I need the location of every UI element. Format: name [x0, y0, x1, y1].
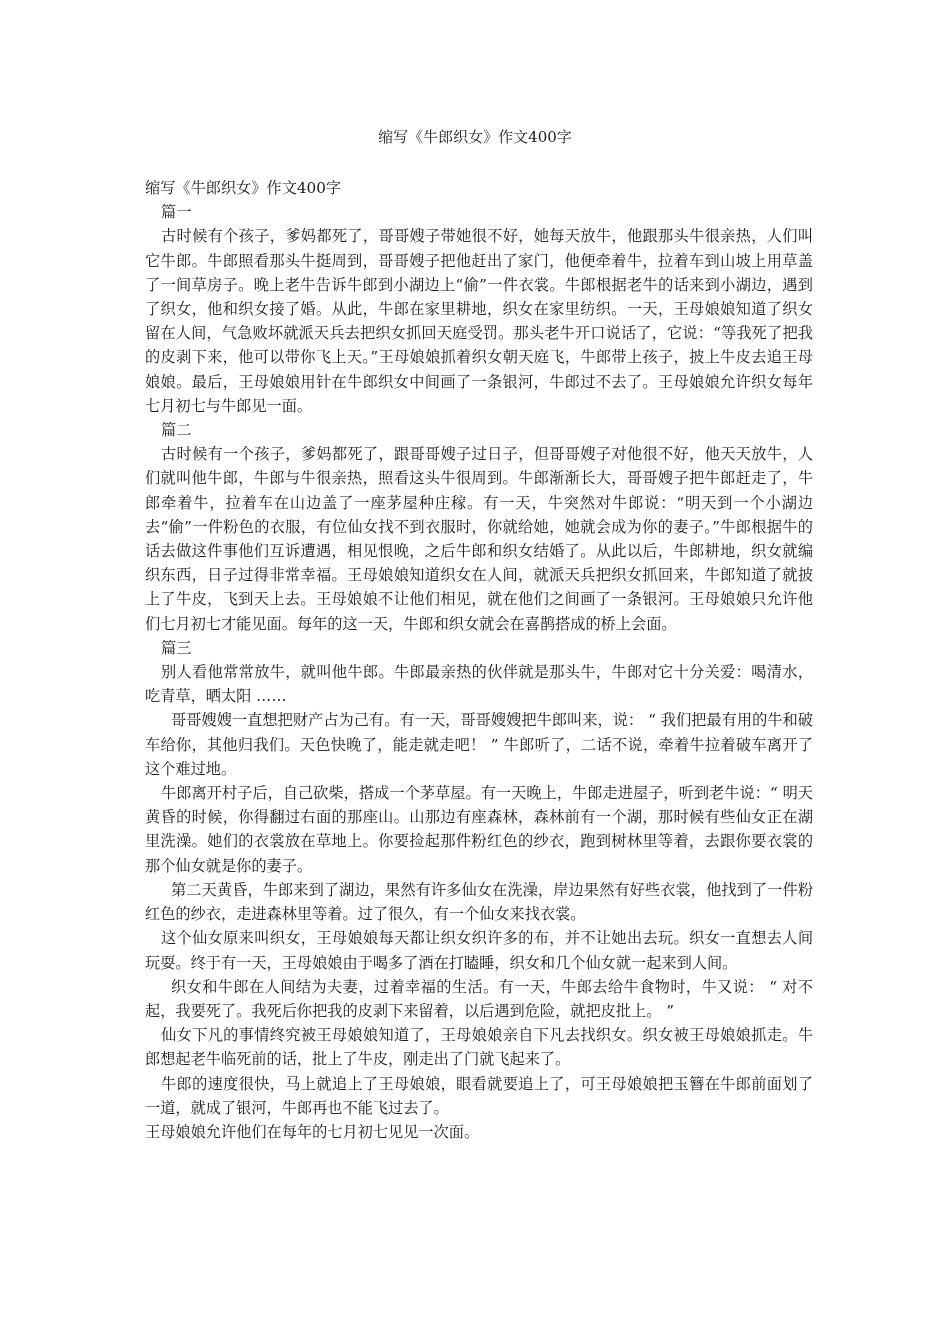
section-3-paragraph-2: 哥哥嫂嫂一直想把财产占为己有。有一天，哥哥嫂嫂把牛郎叫来，说： “ 我们把最有用的牛和破车给你，其他归我们。天色快晚了，能走就走吧！ ” 牛郎听了，二话不说，牵着牛拉着破车离开了这个难过地。	[145, 711, 813, 778]
document-title: 缩写《牛郎织女》作文400字	[378, 128, 572, 146]
section-3-paragraph-9: 王母娘娘允许他们在每年的七月初七见见一次面。	[145, 1122, 480, 1141]
section-label-3: 篇三	[161, 638, 192, 657]
article-heading: 缩写《牛郎织女》作文400字	[145, 179, 342, 197]
section-3-paragraph-7: 仙女下凡的事情终究被王母娘娘知道了，王母娘娘亲自下凡去找织女。织女被王母娘娘抓走。牛郎想起老牛临死前的话，批上了牛皮，刚走出了门就飞起来了。	[145, 1026, 813, 1069]
section-label-1: 篇一	[161, 203, 192, 222]
section-3-paragraph-4: 第二天黄昏，牛郎来到了湖边，果然有许多仙女在洗澡，岸边果然有好些衣裳，他找到了一件粉红色的纱衣，走进森林里等着。过了很久，有一个仙女来找衣裳。	[145, 880, 813, 924]
document-body	[145, 176, 813, 1144]
section-3-paragraph-5: 这个仙女原来叫织女，王母娘娘每天都让织女织许多的布，并不让她出去玩。织女一直想去人间玩耍。终于有一天，王母娘娘由于喝多了酒在打瞌睡，织女和几个仙女就一起来到人间。	[145, 929, 813, 972]
section-3-paragraph-3: 牛郎离开村子后，自己砍柴，搭成一个茅草屋。有一天晚上，牛郎走进屋子，听到老牛说：“ 明天黄昏的时候，你得翻过右面的那座山。山那边有座森林，森林前有一个湖，那时候有些仙女正在湖里洗澡。她们的衣裳放在草地上。你要捡起那件粉红色的纱衣，跑到树林里等着，去跟你要衣裳的那个仙女就是你的妻子。	[145, 784, 813, 875]
section-2-paragraph: 古时候有一个孩子，爹妈都死了，跟哥哥嫂子过日子，但哥哥嫂子对他很不好，他天天放牛，人们就叫他牛郎，牛郎与牛很亲热，照看这头牛很周到。牛郎渐渐长大，哥哥嫂子把牛郎赶走了，牛郎牵着牛，拉着车在山边盖了一座茅屋种庄稼。有一天，牛突然对牛郎说：“明天到一个小湖边去“偷”一件粉色的衣服，有位仙女找不到衣服时，你就给她，她就会成为你的妻子。”牛郎根据牛的话去做这件事他们互诉遭遇，相见恨晚，之后牛郎和织女结婚了。从此以后，牛郎耕地，织女就编织东西，日子过得非常幸福。王母娘娘知道织女在人间，就派天兵把织女抓回来，牛郎知道了就披上了牛皮，飞到天上去。王母娘娘不让他们相见，就在他们之间画了一条银河。王母娘娘只允许他们七月初七才能见面。每年的这一天，牛郎和织女就会在喜鹊搭成的桥上会面。	[145, 445, 813, 633]
section-3-paragraph-1: 别人看他常常放牛，就叫他牛郎。牛郎最亲热的伙伴就是那头牛，牛郎对它十分关爱：喝清水，吃青草，晒太阳 ……	[145, 663, 813, 706]
section-3-paragraph-8: 牛郎的速度很快，马上就追上了王母娘娘，眼看就要追上了，可王母娘娘把玉簪在牛郎前面划了一道，就成了银河，牛郎再也不能飞过去了。	[145, 1074, 813, 1117]
section-1-paragraph: 古时候有个孩子，爹妈都死了，哥哥嫂子带她很不好，她每天放牛，他跟那头牛很亲热，人们叫它牛郎。牛郎照看那头牛挺周到，哥哥嫂子把他赶出了家门，他便牵着牛，拉着车到山坡上用草盖了一间草房子。晚上老牛告诉牛郎到小湖边上“偷”一件衣裳。牛郎根据老牛的话来到小湖边，遇到了织女，他和织女接了婚。从此，牛郎在家里耕地，织女在家里纺织。一天，王母娘娘知道了织女留在人间，气急败坏就派天兵去把织女抓回天庭受罚。那头老牛开口说话了，它说：“等我死了把我的皮剥下来，他可以带你飞上天。”王母娘娘抓着织女朝天庭飞，牛郎带上孩子，披上牛皮去追王母娘娘。最后，王母娘娘用针在牛郎织女中间画了一条银河，牛郎过不去了。王母娘娘允许织女每年七月初七与牛郎见一面。	[145, 227, 813, 415]
section-label-2: 篇二	[161, 421, 192, 440]
section-3-paragraph-6: 织女和牛郎在人间结为夫妻，过着幸福的生活。有一天，牛郎去给牛食物时，牛又说： “ 对不起，我要死了。我死后你把我的皮剥下来留着，以后遇到危险，就把皮批上。 ”	[145, 977, 813, 1020]
